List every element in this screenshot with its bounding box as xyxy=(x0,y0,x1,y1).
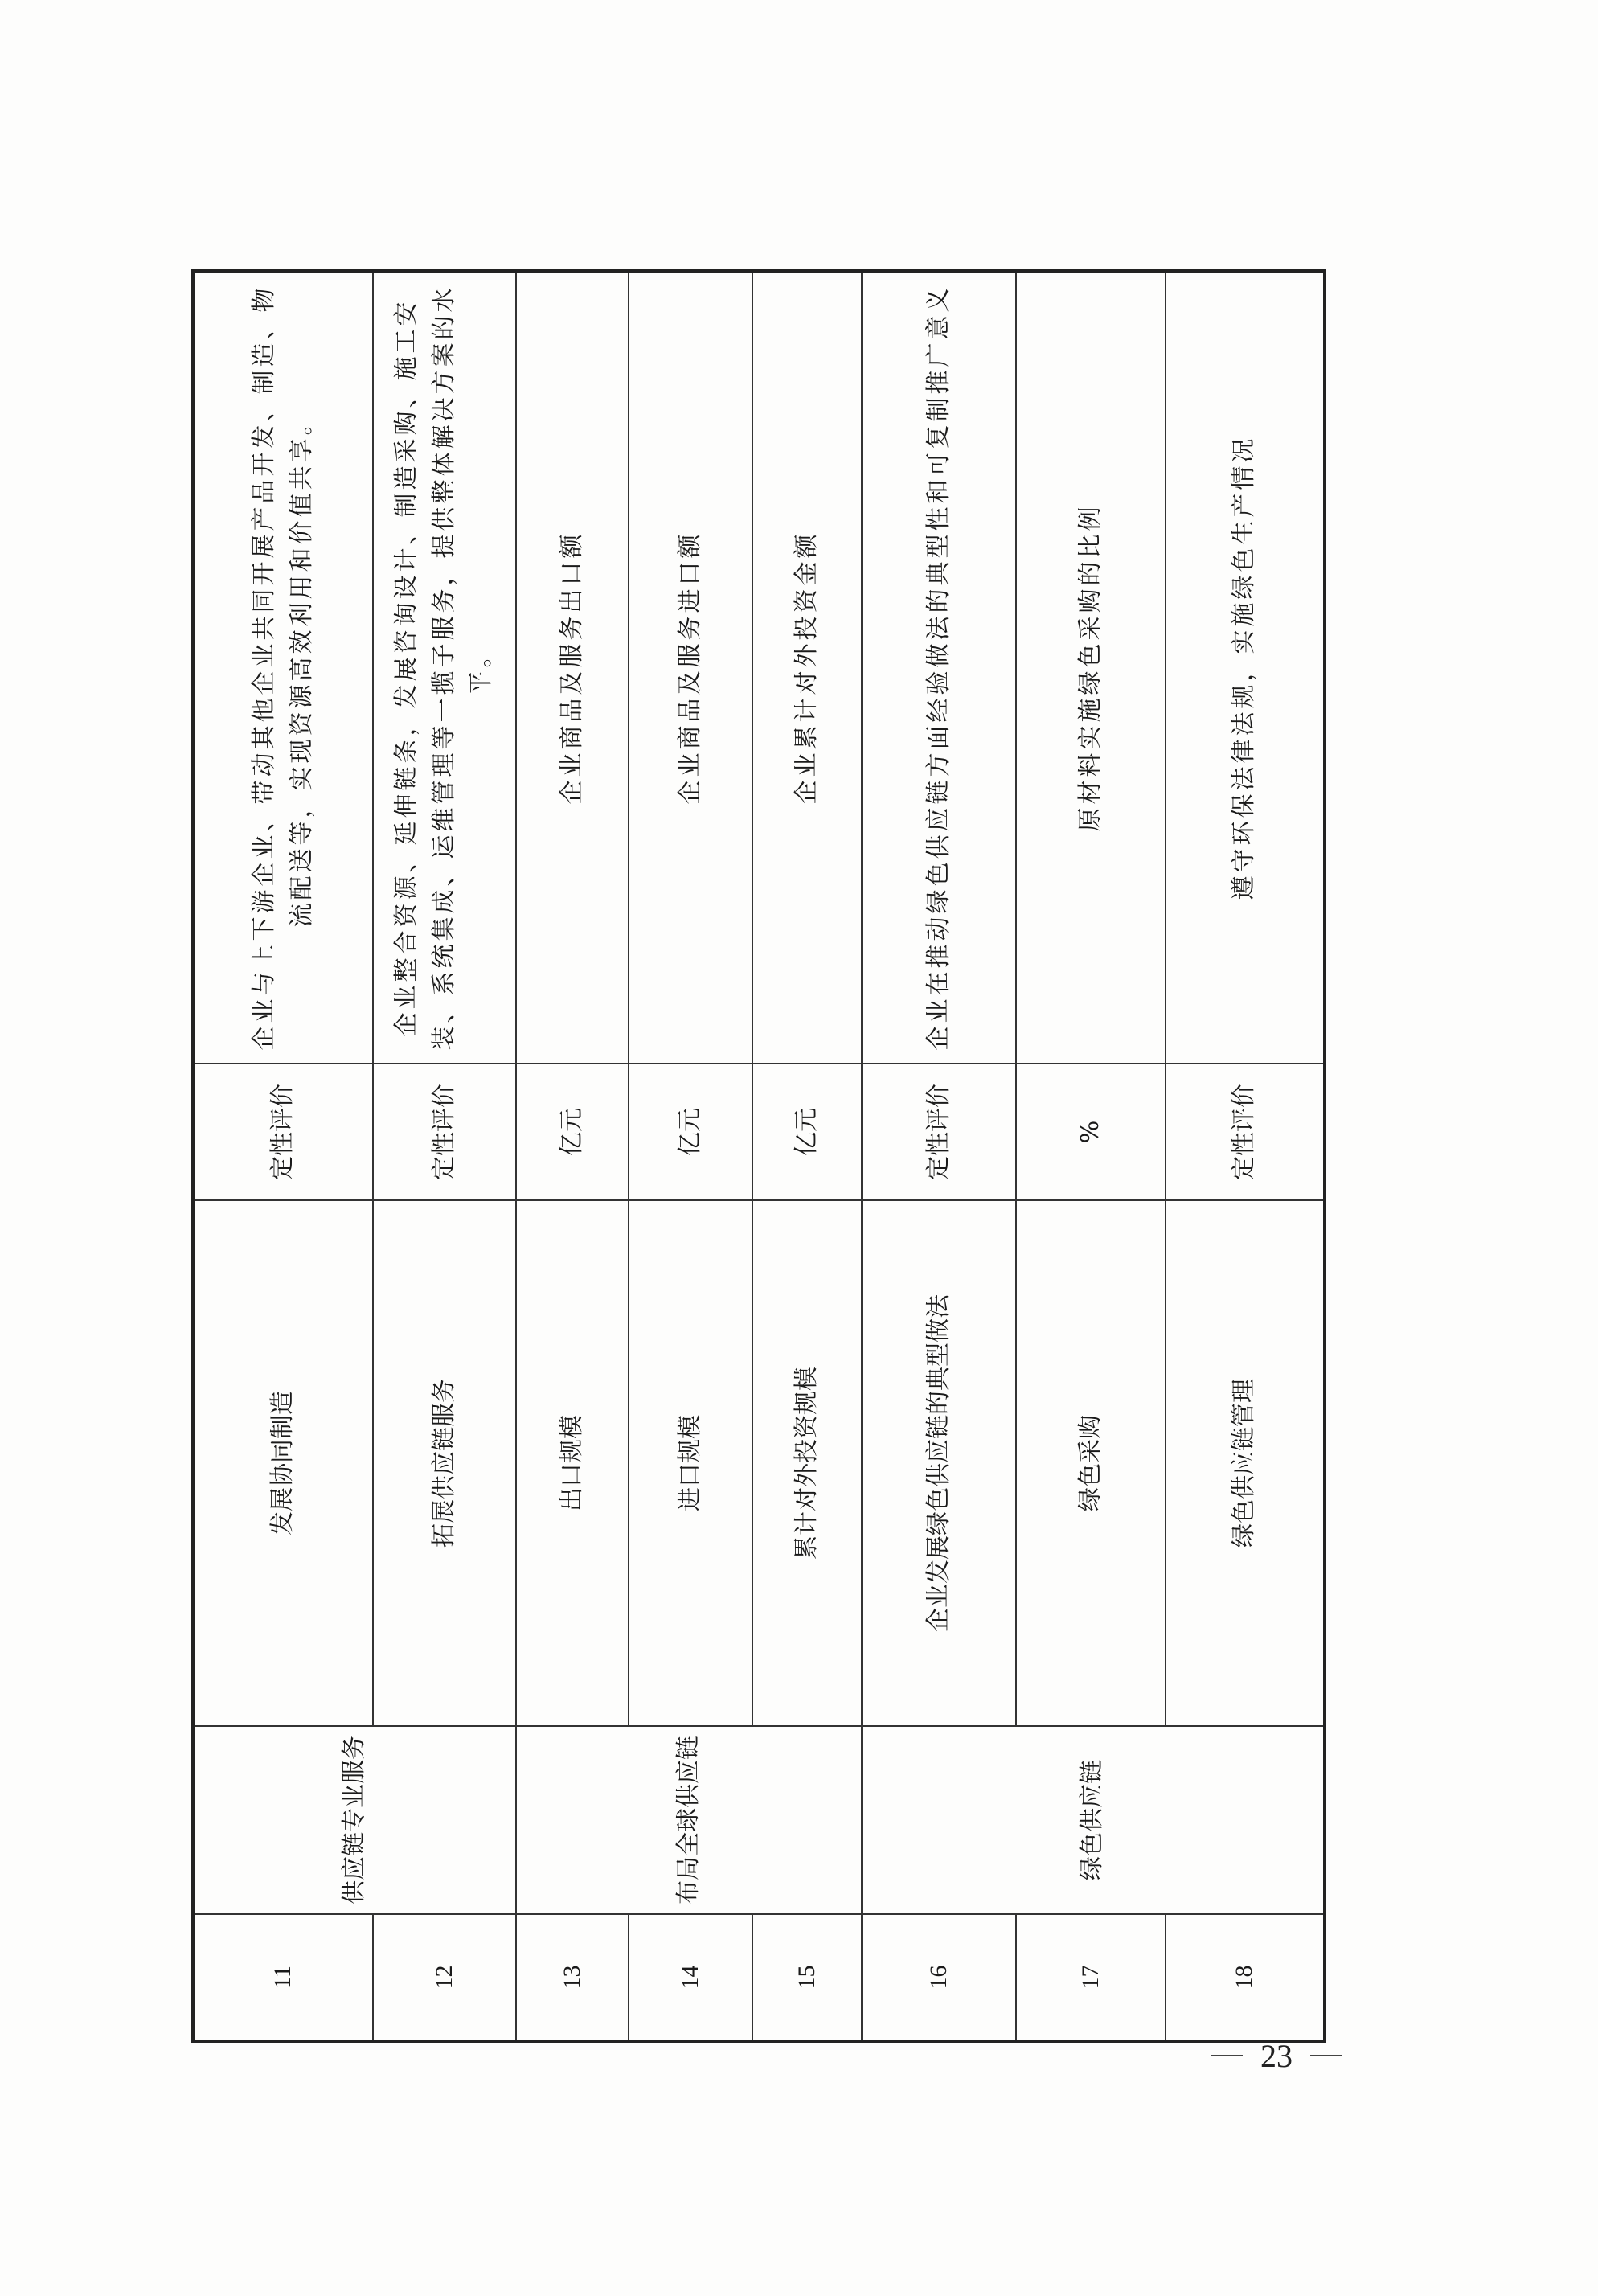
indicator-cell: 出口规模 xyxy=(516,1200,629,1726)
table-row xyxy=(516,271,629,2041)
unit-cell: 定性评价 xyxy=(373,1064,516,1200)
evaluation-indicator-table xyxy=(191,269,1326,2043)
row-number: 11 xyxy=(193,1914,373,2041)
category-cell: 布局全球供应链 xyxy=(516,1726,862,1914)
table-row xyxy=(862,271,1016,2041)
description-cell: 遵守环保法律法规，实施绿色生产情况 xyxy=(1166,271,1325,1064)
unit-cell: 定性评价 xyxy=(1166,1064,1325,1200)
category-cell: 供应链专业服务 xyxy=(193,1726,516,1914)
unit-cell: 定性评价 xyxy=(862,1064,1016,1200)
category-cell: 绿色供应链 xyxy=(862,1726,1325,1914)
row-number: 15 xyxy=(752,1914,862,2041)
row-number: 13 xyxy=(516,1914,629,2041)
description-cell: 企业商品及服务出口额 xyxy=(516,271,629,1064)
description-cell: 企业在推动绿色供应链方面经验做法的典型性和可复制推广意义 xyxy=(862,271,1016,1064)
unit-cell: 亿元 xyxy=(752,1064,862,1200)
unit-cell: % xyxy=(1016,1064,1166,1200)
right-dash xyxy=(1310,2055,1342,2056)
table-row xyxy=(193,271,373,2041)
unit-cell: 定性评价 xyxy=(193,1064,373,1200)
unit-cell: 亿元 xyxy=(629,1064,752,1200)
row-number: 16 xyxy=(862,1914,1016,2041)
indicator-cell: 绿色供应链管理 xyxy=(1166,1200,1325,1726)
row-number: 18 xyxy=(1166,1914,1325,2041)
page-number: 23 xyxy=(1260,2037,1293,2074)
description-cell: 企业与上下游企业、带动其他企业共同开展产品开发、制造、物流配送等，实现资源高效利用和价值共享。 xyxy=(193,271,373,1064)
description-cell: 原材料实施绿色采购的比例 xyxy=(1016,271,1166,1064)
description-cell: 企业商品及服务进口额 xyxy=(629,271,752,1064)
indicator-cell: 拓展供应链服务 xyxy=(373,1200,516,1726)
indicator-cell: 进口规模 xyxy=(629,1200,752,1726)
unit-cell: 亿元 xyxy=(516,1064,629,1200)
row-number: 14 xyxy=(629,1914,752,2041)
row-number: 17 xyxy=(1016,1914,1166,2041)
description-cell: 企业整合资源、延伸链条，发展咨询设计、制造采购、施工安装、系统集成、运维管理等一揽子服务，提供整体解决方案的水平。 xyxy=(373,271,516,1064)
description-cell: 企业累计对外投资金额 xyxy=(752,271,862,1064)
indicator-cell: 绿色采购 xyxy=(1016,1200,1166,1726)
indicator-cell: 发展协同制造 xyxy=(193,1200,373,1726)
row-number: 12 xyxy=(373,1914,516,2041)
rotated-table-container xyxy=(191,273,1323,2043)
indicator-cell: 累计对外投资规模 xyxy=(752,1200,862,1726)
indicator-cell: 企业发展绿色供应链的典型做法 xyxy=(862,1200,1016,1726)
left-dash xyxy=(1211,2055,1243,2056)
page-number-footer xyxy=(1196,2036,1357,2076)
